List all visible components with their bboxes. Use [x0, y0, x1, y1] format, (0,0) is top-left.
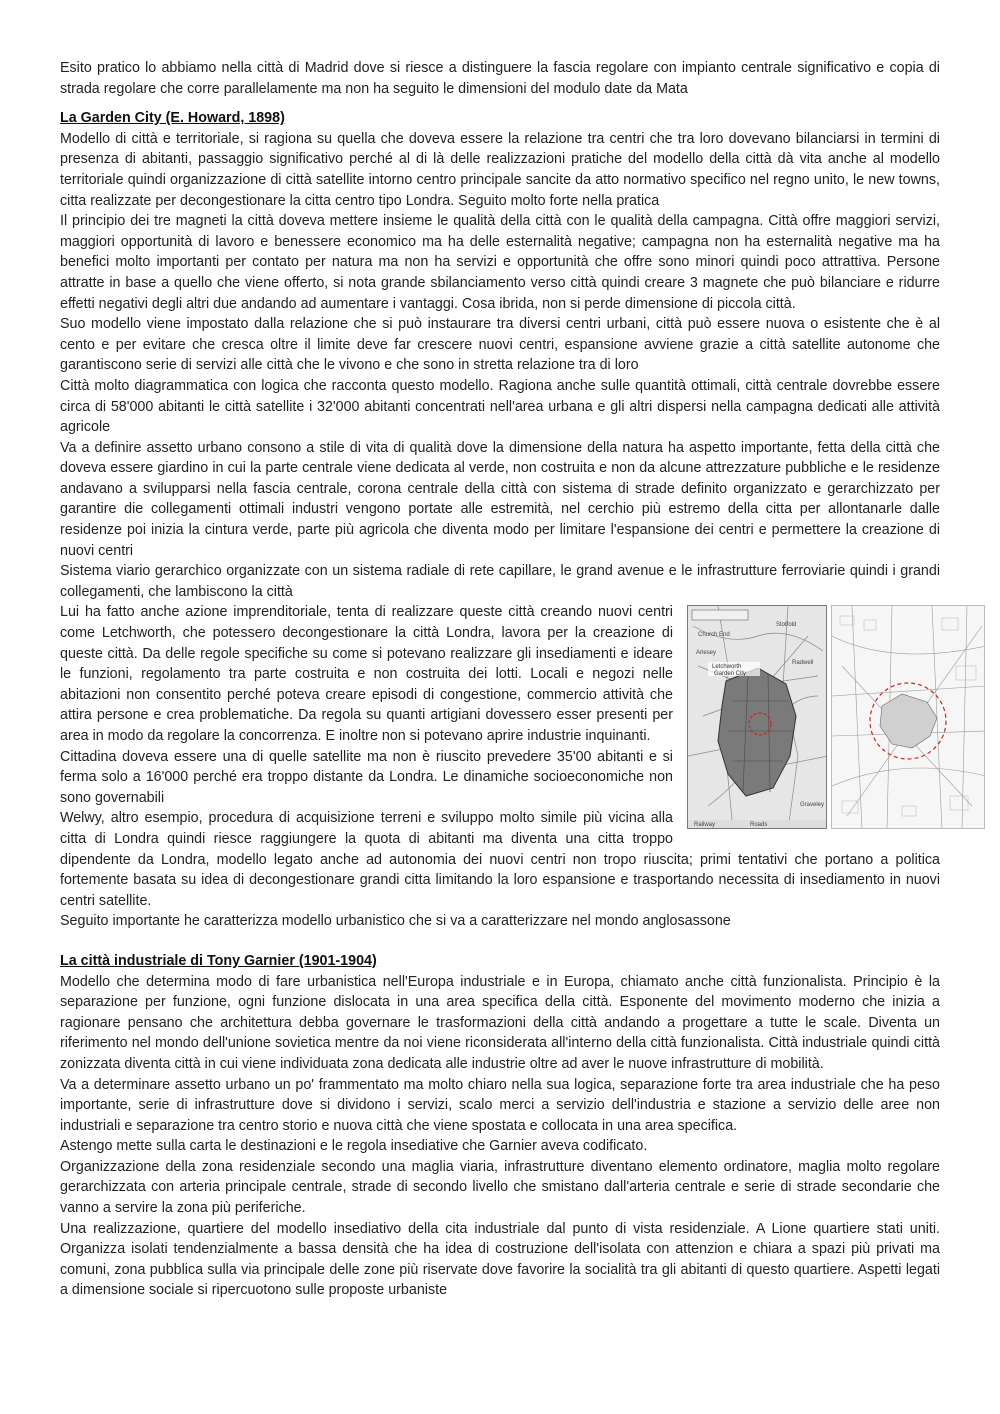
svg-text:Radwell: Radwell	[792, 660, 814, 667]
letchworth-plan-image	[831, 605, 985, 829]
svg-text:Railway: Railway	[694, 822, 716, 829]
svg-text:Church End: Church End	[698, 632, 730, 639]
paragraph-madrid: Esito pratico lo abbiamo nella città di Madrid dove si riesce a distinguere la fascia regolare con impianto centrale significativo e copia di strada regolare che corre parallelamente ma non ha seguito le dimensioni del modulo date da Mata	[60, 60, 940, 97]
paragraph: Lui ha fatto anche azione imprenditoriale, tenta di realizzare queste città creando nuovi centri come Letchworth, che potessero decongestionare la città Londra, lavora per la creazione di queste città. Da delle regole specifiche su come si potevano realizzare gli insediamenti e ideare le funzioni, regolamento tra parte costruita e non costruita dei lotti. Locali e negozi nelle abitazioni non consentito perché poteva creare episodi di congestione, commercio attività che attira persone e crea problematiche. Da regola su quanti artigiani dovessero esser presenti per area in modo da regolare la concorrenza. E inoltre non si potevano aprire industrie inquinanti.	[60, 604, 673, 744]
paragraph: Seguito importante he caratterizza modello urbanistico che si va a caratterizzare nel mondo anglosassone	[60, 913, 731, 930]
paragraph: Va a determinare assetto urbano un po' frammentato ma molto chiaro nella sua logica, separazione forte tra area industriale che ha peso importante, serie di infrastrutture dove si dividono i servizi, scalo merci a servizio dell'industria e stazione a servizio delle aree non industriali e separazione tra centro storio e nuova città che viene spostata e collocata in una area specifica.	[60, 1076, 940, 1134]
paragraph: Va a definire assetto urbano consono a stile di vita di qualità dove la dimensione della natura ha aspetto importante, fetta della città che doveva essere giardino in cui la parte centrale viene dedicata al verde, non costruita e non da alcune attrezzature pubbliche e le residenze andavano a svilupparsi nella fascia centrale, corona centrale della città con sistema di strade definito organizzato e gerarchizzato per garantire die collegamenti ottimali industri vengono portate alle estremità, nel cerchio più estremo della citta per allontanarle dalle residenze poi inizia la cintura verde, parte più agricola che diventa modo per limitare l'espansione dei centri e permettere la creazione di nuovi centri	[60, 439, 940, 559]
svg-text:Stotfold: Stotfold	[776, 622, 797, 629]
svg-text:Roads: Roads	[750, 822, 768, 829]
heading-garden-city: La Garden City (E. Howard, 1898)	[60, 110, 285, 127]
letchworth-maps-figure	[687, 605, 985, 829]
svg-text:Arlesey: Arlesey	[696, 650, 717, 657]
paragraph: Il principio dei tre magneti la città doveva mettere insieme le qualità della città con le qualità della campagna. Città offre maggiori servizi, maggiori opportunità di lavoro e benessere economico ma ha delle esternalità negative; campagna non ha esternalità negative ma ha benefici molto importanti per contato per natura ma non ha servizi e opportunità che offre sono minori quindi poco attrattiva. Persone attratte in base a quello che viene offerto, si nota grande sbilanciamento verso città quindi creare 3 magnete che può bilanciare e ridurre effetti negativi degli altri due andando ad aumentare i vantaggi. Cosa ibrida, non si perde dimensione di piccola città.	[60, 213, 940, 312]
letchworth-map-image	[687, 605, 827, 829]
svg-text:Graveley: Graveley	[800, 802, 825, 809]
paragraph: Astengo mette sulla carta le destinazioni e le regola insediative che Garnier aveva codificato.	[60, 1138, 648, 1155]
paragraph: Suo modello viene impostato dalla relazione che si può instaurare tra diversi centri urbani, città può essere nuova o esistente che è al cento e per evitare che cresca oltre il limite deve far crescere nuovi centri, espansione avviene grazie a città satellite autonome che garantiscono serie di servizi alle città che le vivono e che sono in stretta relazione tra di loro	[60, 316, 940, 374]
paragraph: Cittadina doveva essere una di quelle satellite ma non è riuscito prevedere 35'00 abitanti e si ferma solo a 16'000 perché era troppo distante da Londra. Le dinamiche socioeconomiche non sono governabili	[60, 748, 673, 806]
heading-citta-industriale: La città industriale di Tony Garnier (1901-1904)	[60, 952, 377, 969]
map-label-garden-city: Garden City	[714, 671, 747, 678]
map-label-letchworth: Letchworth	[712, 664, 742, 671]
paragraph: Una realizzazione, quartiere del modello insediativo della cita industriale dal punto di vista residenziale. A Lione quartiere stati uniti. Organizza isolati tendenzialmente a bassa densità che ha idea di costruzione dell'isolata con attenzion e chiara a spazi più privati ma comuni, zona pubblica sulla via principale delle zone più riservate dove favorire la socialità tra gli abitanti di questo quartiere. Aspetti legati a dimensione sociale si ripercuotono sulle proposte urbaniste	[60, 1220, 940, 1299]
paragraph: Modello che determina modo di fare urbanistica nell'Europa industriale e in Europa, chiamato anche città funzionalista. Principio è la separazione per funzione, ogni funzione dislocata in una area specifica della città. Esponente del movimento moderno che inizia a ragionare pensano che architettura debba governare le trasformazioni della città andando a progettare a tutte le scale. Diventa un riferimento nel mondo dell'unione sovietica mentre da noi viene riconsiderata all'interno della città funzionalista. Città industriale quindi città zonizzata diventa città in cui viene individuata zona dedicata alle industrie oltre ad aver le nuove infrastrutture di mobilità.	[60, 973, 940, 1072]
paragraph: Città molto diagrammatica con logica che racconta questo modello. Ragiona anche sulle quantità ottimali, città centrale dovrebbe essere circa di 58'000 abitanti le città satellite i 32'000 abitanti concentrati nell'area urbana e gli altri dispersi nella campagna dedicati alle attività agricole	[60, 377, 940, 436]
paragraph: Welwy, altro esempio, procedura di acquisizione terreni e sviluppo molto simile più vicina alla citta di Londra quindi riesce raggiungere la quota di abitanti ma diventa una citta troppo dipendente da Londra, modello legato anche ad autonomia dei nuovi centri non tropo riuscita; primi tentativi che portano a politica fortemente basata su idea di decongestionare grandi citta limitando la loro espansione e trasportando necessita di insediamento in nuovi centri satellite.	[60, 810, 940, 909]
paragraph: Modello di città e territoriale, si ragiona su quella che doveva essere la relazione tra centri che tra loro dovevano bilanciarsi in termini di presenza di abitanti, passaggio significativo perché al di là delle realizzazioni pratiche del modello della città dà vita anche al modello territoriale quindi organizzazione di città satellite intorno centro principale sancite da atto normativo specifico nel regno unito, le new towns, citta realizzate per decongestionare la citta centro tipo Londra. Seguito molto forte nella pratica	[60, 130, 940, 209]
paragraph: Organizzazione della zona residenziale secondo una maglia viaria, infrastrutture diventano elemento ordinatore, maglia molto regolare gerarchizzata con arteria principale centrale, strade di secondo livello che smistano dall'arteria centrale e serie di strade secondarie che vanno a servire la zona più periferiche.	[60, 1158, 940, 1217]
paragraph: Sistema viario gerarchico organizzate con un sistema radiale di rete capillare, le grand avenue e le infrastrutture ferroviarie quindi i grandi collegamenti, che lambiscono la città	[60, 563, 940, 600]
document-page	[60, 58, 940, 1301]
